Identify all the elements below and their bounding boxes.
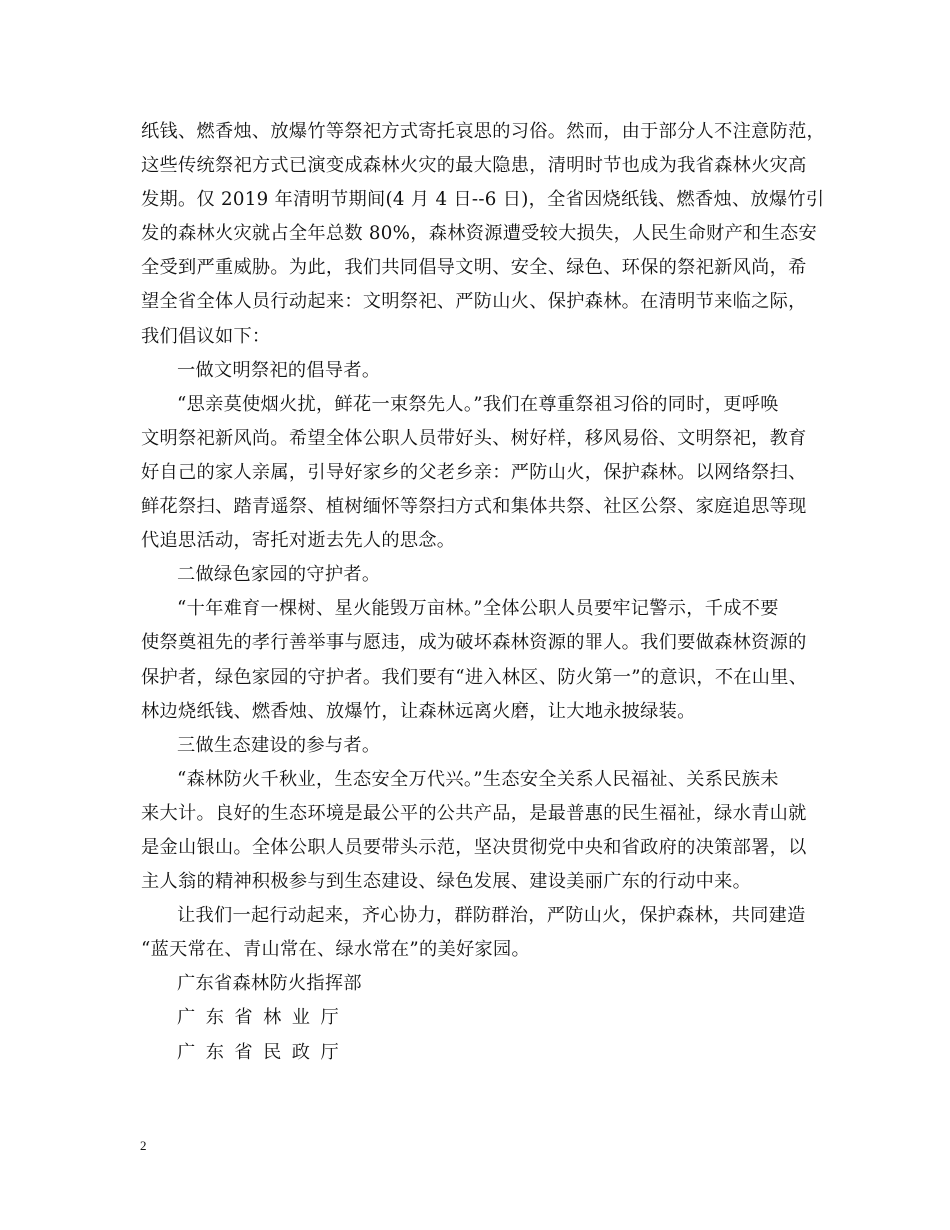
- body-line: 我们倡议如下：: [141, 325, 271, 347]
- signature-line-2: 广东省林业厅: [177, 1007, 350, 1029]
- body-line: 让我们一起行动起来，齐心协力，群防群治，严防山火，保护森林，共同建造: [177, 905, 806, 927]
- page-number: 2: [140, 1138, 147, 1153]
- signature-line-3: 广东省民政厅: [177, 1041, 350, 1063]
- body-line: “思亲莫使烟火扰，鲜花一束祭先人。”我们在尊重祭祖习俗的同时，更呼唤: [177, 393, 779, 415]
- document-body: [141, 115, 831, 1070]
- body-line: 林边烧纸钱、燃香烛、放爆竹，让森林远离火磨，让大地永披绿装。: [141, 700, 696, 722]
- body-line: 发期。仅 2019 年清明节期间(4 月 4 日--6 日)，全省因烧纸钱、燃香烛、放爆竹引: [141, 189, 825, 211]
- body-line: 文明祭祀新风尚。希望全体公职人员带好头、树好样，移风易俗、文明祭祀，教育: [141, 427, 807, 449]
- body-line: 代追思活动，寄托对逝去先人的思念。: [141, 530, 456, 552]
- body-line: 鲜花祭扫、踏青遥祭、植树缅怀等祭扫方式和集体共祭、社区公祭、家庭追思等现: [141, 496, 807, 518]
- section-heading-3: 三做生态建设的参与者。: [177, 734, 381, 756]
- body-line: 这些传统祭祀方式已演变成森林火灾的最大隐患，清明时节也成为我省森林火灾高: [141, 155, 807, 177]
- body-line: “森林防火千秋业，生态安全万代兴。”生态安全关系人民福祉、关系民族未: [177, 768, 779, 790]
- section-heading-1: 一做文明祭祀的倡导者。: [177, 359, 381, 381]
- body-line: 来大计。良好的生态环境是最公平的公共产品，是最普惠的民生福祉，绿水青山就: [141, 802, 807, 824]
- body-line: “蓝天常在、青山常在、绿水常在”的美好家园。: [141, 939, 530, 961]
- body-line: 纸钱、燃香烛、放爆竹等祭祀方式寄托哀思的习俗。然而，由于部分人不注意防范，: [141, 121, 826, 142]
- section-heading-2: 二做绿色家园的守护者。: [177, 564, 381, 586]
- body-line: 是金山银山。全体公职人员要带头示范，坚决贯彻党中央和省政府的决策部署，以: [141, 836, 807, 858]
- body-line: 主人翁的精神积极参与到生态建设、绿色发展、建设美丽广东的行动中来。: [141, 871, 752, 893]
- body-line: 全受到严重威胁。为此，我们共同倡导文明、安全、绿色、环保的祭祀新风尚，希: [141, 257, 807, 279]
- body-line: 使祭奠祖先的孝行善举事与愿违，成为破坏森林资源的罪人。我们要做森林资源的: [141, 632, 807, 654]
- body-line: 保护者，绿色家园的守护者。我们要有“进入林区、防火第一”的意识，不在山里、: [141, 666, 808, 688]
- body-line: 好自己的家人亲属，引导好家乡的父老乡亲：严防山火，保护森林。以网络祭扫、: [141, 461, 807, 483]
- signature-line-1: 广东省森林防火指挥部: [177, 973, 362, 995]
- body-line: 望全省全体人员行动起来：文明祭祀、严防山火、保护森林。在清明节来临之际，: [141, 291, 807, 313]
- body-line: “十年难育一棵树、星火能毁万亩林。”全体公职人员要牢记警示，千成不要: [177, 598, 779, 620]
- body-line: 发的森林火灾就占全年总数 80%，森林资源遭受较大损失，人民生命财产和生态安: [141, 223, 817, 245]
